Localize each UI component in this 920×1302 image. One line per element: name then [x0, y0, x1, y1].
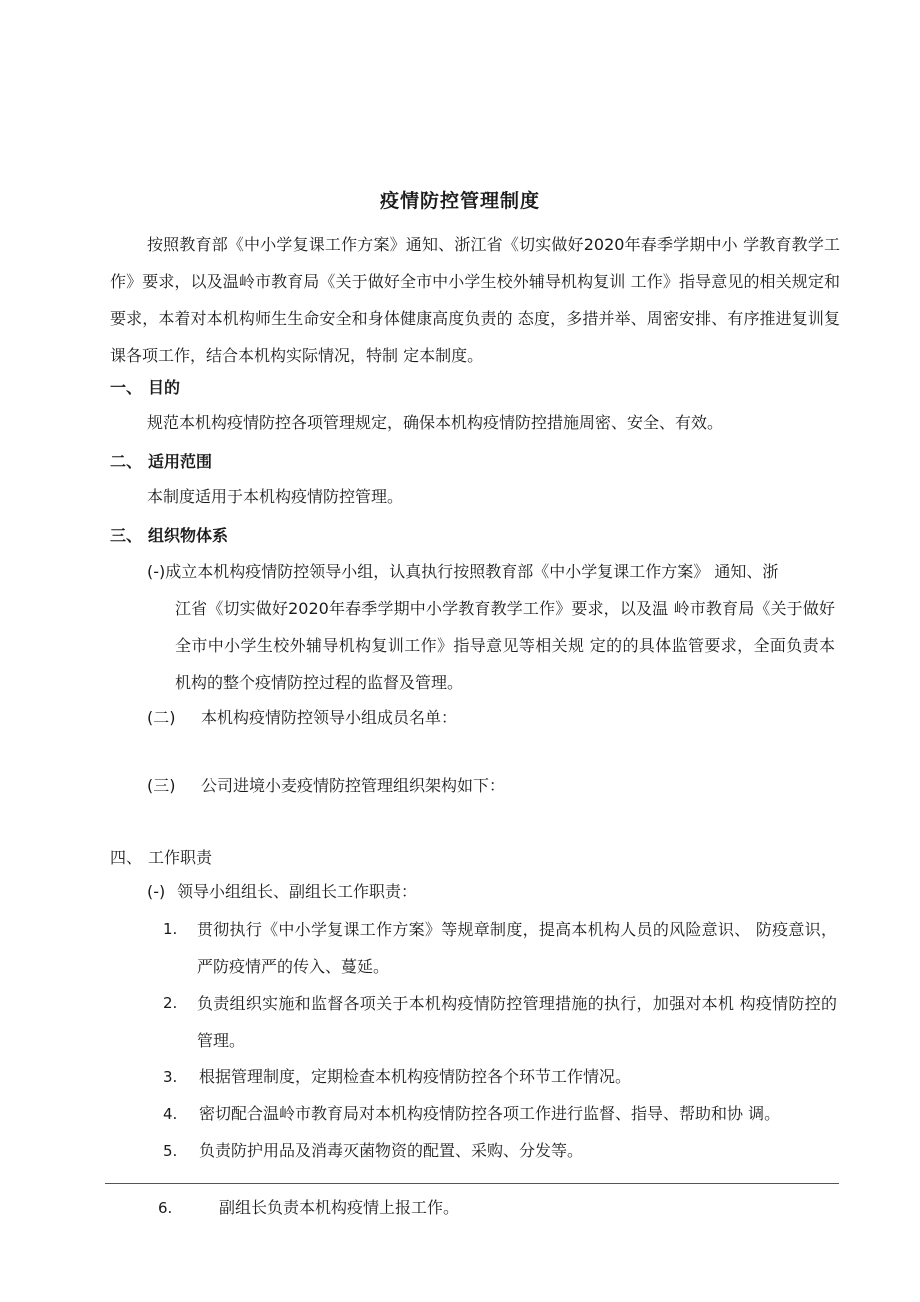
duty-item-4-text: 密切配合温岭市教育局对本机构疫情防控各项工作进行监督、指导、帮助和协 调。 [199, 1104, 781, 1123]
duty-item-3-number: 3. [163, 1068, 178, 1086]
section-number: 二、 [110, 452, 143, 471]
org-item-3 [147, 774, 505, 798]
duty-item-5-number: 5. [163, 1142, 178, 1160]
duties-sub-title: 领导小组组长、副组长工作职责： [177, 882, 418, 901]
section-title: 组织物体系 [148, 526, 229, 545]
duty-item-5-text: 负责防护用品及消毒灭菌物资的配置、采购、分发等。 [199, 1141, 584, 1160]
section-number: 一、 [110, 378, 143, 397]
section-heading-3 [110, 524, 228, 548]
org-item-1-first-line [147, 560, 778, 584]
org-item-number: (-) [147, 562, 166, 581]
section-number: 三、 [110, 526, 143, 545]
duty-item-6-number: 6. [158, 1199, 173, 1217]
section-heading-2 [110, 450, 212, 474]
duty-item-3-text: 根据管理制度，定期检查本机构疫情防控各个环节工作情况。 [199, 1067, 632, 1086]
duty-item-1-text: 贯彻执行《中小学复课工作方案》等规章制度，提高本机构人员的风险意识、 防疫意识，严防疫情严的传入、蔓延。 [197, 920, 837, 976]
section-title: 目的 [148, 378, 181, 397]
org-item-text: 成立本机构疫情防控领导小组，认真执行按照教育部《中小学复课工作方案》 通知、浙 [165, 562, 779, 581]
org-item-text: 本机构疫情防控领导小组成员名单： [201, 708, 458, 727]
org-item-text: 公司进境小麦疫情防控管理组织架构如下： [201, 776, 506, 795]
org-item-number: (三) [147, 776, 176, 795]
intro-paragraph: 按照教育部《中小学复课工作方案》通知、浙江省《切实做好2020年春季学期中小 学教育教学工作》要求，以及温岭市教育局《关于做好全市中小学生校外辅导机构复训 工作》指导意见的相关规定和要求，本着对本机构师生生命安全和身体健康高度负责的 态度，多措并举、周密安排、有序推进复训复课各项工作，结合本机构实际情况，特制 定本制度。 [110, 235, 840, 365]
section-body-2: 本制度适用于本机构疫情防控管理。 [147, 487, 404, 506]
section-body-1: 规范本机构疫情防控各项管理规定，确保本机构疫情防控措施周密、安全、有效。 [147, 413, 724, 432]
org-item-number: (二) [147, 708, 176, 727]
section-heading-4 [110, 846, 212, 870]
section-title: 工作职责 [148, 848, 213, 867]
org-item-1-continuation: 江省《切实做好2020年春季学期中小学教育教学工作》要求，以及温 岭市教育局《关于做好全市中小学生校外辅导机构复训工作》指导意见等相关规 定的的具体监管要求，全面负责本机构的整个疫情防控过程的监督及管理。 [175, 599, 835, 692]
duties-sub-number: (-) [147, 882, 166, 901]
document-title: 疫情防控管理制度 [379, 190, 540, 212]
duty-item-4-number: 4. [163, 1105, 178, 1123]
duty-item-6-text: 副组长负责本机构疫情上报工作。 [219, 1198, 460, 1217]
org-item-2 [147, 706, 457, 730]
section-heading-1 [110, 376, 180, 400]
section-title: 适用范围 [148, 452, 213, 471]
duties-subheading [147, 880, 417, 904]
duty-item-2-text: 负责组织实施和监督各项关于本机构疫情防控管理措施的执行，加强对本机 构疫情防控的管理。 [197, 994, 837, 1050]
page-separator-line [105, 1183, 839, 1184]
duty-item-2-number: 2. [163, 994, 178, 1012]
section-number: 四、 [110, 848, 143, 867]
duty-item-1-number: 1. [163, 920, 178, 938]
